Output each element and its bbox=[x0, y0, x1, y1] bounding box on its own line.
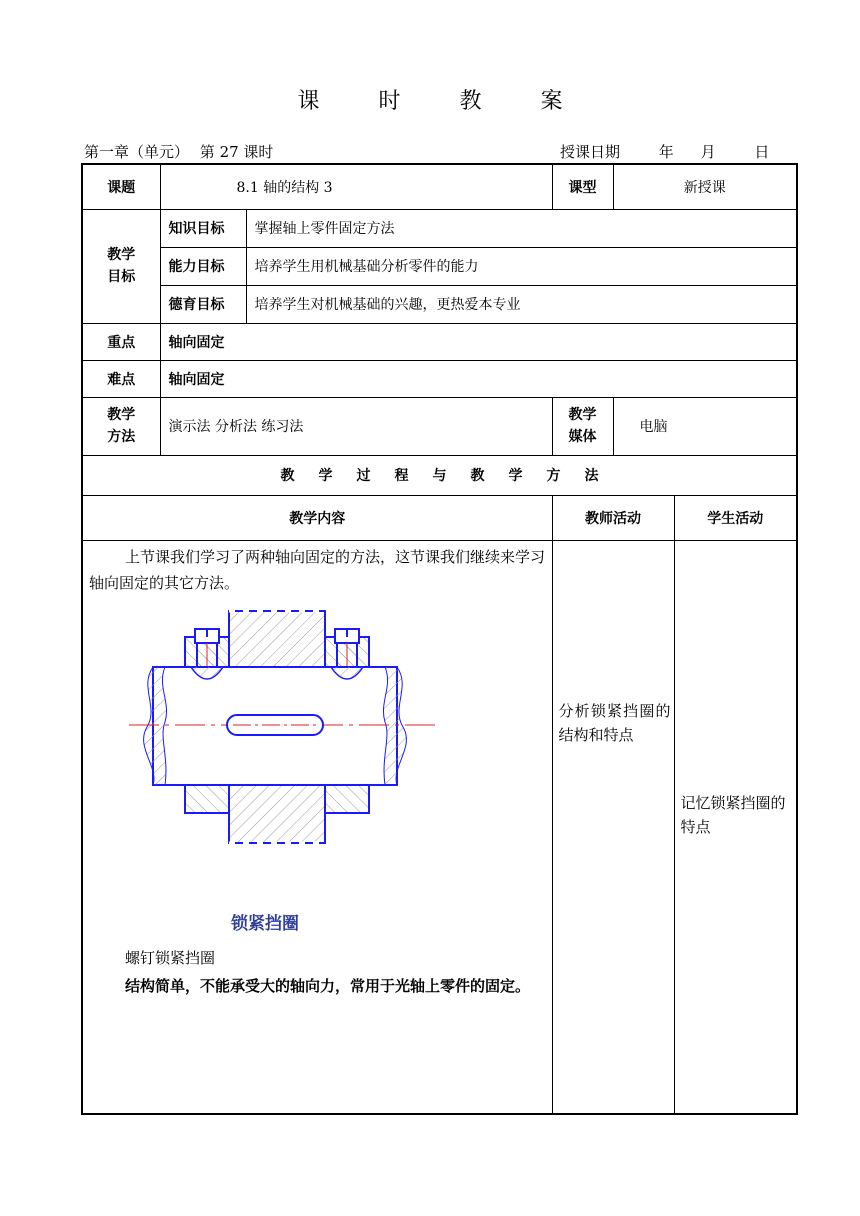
method-value: 演示法 分析法 练习法 bbox=[160, 397, 552, 455]
media-label-text: 教学媒体 bbox=[568, 407, 597, 445]
key-row bbox=[82, 323, 797, 360]
goals-label bbox=[82, 209, 160, 323]
moral-row bbox=[82, 285, 797, 323]
process-content-row bbox=[82, 540, 797, 1114]
hub-upper bbox=[229, 611, 325, 667]
content-cell bbox=[82, 540, 552, 1114]
moral-value: 培养学生对机械基础的兴趣，更热爱本专业 bbox=[246, 285, 797, 323]
type-label: 课型 bbox=[552, 164, 613, 209]
process-header-row bbox=[82, 495, 797, 540]
ability-value: 培养学生用机械基础分析零件的能力 bbox=[246, 247, 797, 285]
knowledge-row bbox=[82, 209, 797, 247]
chapter-lesson bbox=[84, 141, 273, 162]
process-section-title: 教学过程与教学方法 bbox=[82, 455, 797, 495]
col-teacher-header: 教师活动 bbox=[552, 495, 674, 540]
knowledge-label: 知识目标 bbox=[160, 209, 246, 247]
knowledge-value: 掌握轴上零件固定方法 bbox=[246, 209, 797, 247]
topic-row bbox=[82, 164, 797, 209]
shaft-break-left bbox=[144, 667, 167, 785]
teacher-activity-cell bbox=[552, 540, 674, 1114]
hub-lower bbox=[229, 785, 325, 843]
collar-lower-left bbox=[185, 785, 229, 813]
year-label: 年 bbox=[658, 143, 674, 161]
sub-heading: 螺钉锁紧挡圈 bbox=[125, 948, 216, 967]
method-label bbox=[82, 397, 160, 455]
col-student-header: 学生活动 bbox=[674, 495, 797, 540]
date-line bbox=[560, 141, 769, 162]
lesson-plan-table bbox=[81, 163, 798, 1115]
media-label bbox=[552, 397, 613, 455]
collar-lower-right bbox=[325, 785, 369, 813]
date-label: 授课日期 bbox=[560, 143, 621, 161]
ability-row bbox=[82, 247, 797, 285]
difficulty-value: 轴向固定 bbox=[160, 360, 797, 397]
teacher-activity: 分析锁紧挡圈的结构和特点 bbox=[558, 701, 671, 744]
type-value: 新授课 bbox=[613, 164, 797, 209]
col-content-header: 教学内容 bbox=[82, 495, 552, 540]
student-activity-cell bbox=[674, 540, 797, 1114]
process-title-row bbox=[82, 455, 797, 495]
goals-label-text: 教学目标 bbox=[107, 247, 136, 285]
chapter-label: 第一章（单元） bbox=[84, 143, 190, 161]
day-label: 日 bbox=[754, 143, 770, 161]
student-activity: 记忆锁紧挡圈的特点 bbox=[680, 793, 786, 836]
media-value: 电脑 bbox=[613, 397, 797, 455]
topic-label: 课题 bbox=[82, 164, 160, 209]
figure-caption: 锁紧挡圈 bbox=[231, 913, 299, 934]
difficulty-label: 难点 bbox=[82, 360, 160, 397]
lock-ring-drawing bbox=[129, 607, 449, 907]
intro-paragraph: 上节课我们学习了两种轴向固定的方法，这节课我们继续来学习轴向固定的其它方法。 bbox=[89, 547, 546, 592]
summary-paragraph: 结构简单，不能承受大的轴向力，常用于光轴上零件的固定。 bbox=[125, 976, 531, 995]
page-title: 课 时 教 案 bbox=[297, 89, 589, 114]
method-label-text: 教学方法 bbox=[107, 407, 136, 445]
topic-value: 8.1 轴的结构 3 bbox=[160, 164, 552, 209]
month-label: 月 bbox=[700, 143, 716, 161]
ability-label: 能力目标 bbox=[160, 247, 246, 285]
difficulty-row bbox=[82, 360, 797, 397]
key-label: 重点 bbox=[82, 323, 160, 360]
key-value: 轴向固定 bbox=[160, 323, 797, 360]
lesson-label: 第 27 课时 bbox=[199, 143, 274, 161]
moral-label: 德育目标 bbox=[160, 285, 246, 323]
method-row bbox=[82, 397, 797, 455]
shaft-break-right bbox=[383, 667, 406, 785]
